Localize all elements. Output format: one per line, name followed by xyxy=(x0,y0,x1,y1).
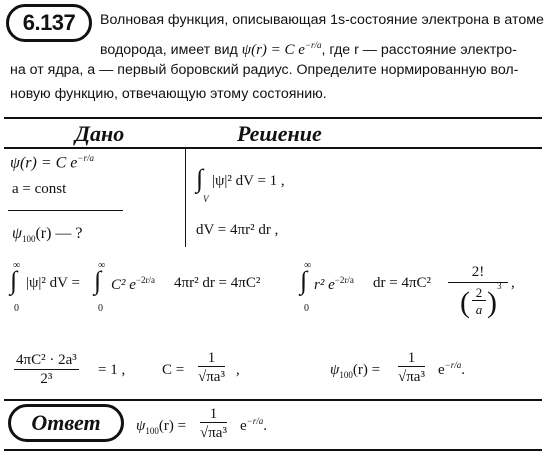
psi-result-lhs: ψ xyxy=(330,362,340,378)
problem-line-2a: водорода, имеет вид xyxy=(100,42,238,58)
psi-result-exp-base: e xyxy=(438,362,445,378)
answer-label: Ответ xyxy=(31,410,101,435)
problem-line-1: Волновая функция, описывающая 1s-состояние электрона в атоме xyxy=(100,12,544,28)
main-equation xyxy=(8,260,543,330)
eq1-frac-den-pow: 3 xyxy=(497,281,502,291)
eq1-b xyxy=(111,275,155,294)
problem-formula-psi: ψ(r) = C e xyxy=(241,42,305,58)
eq1-fraction xyxy=(448,264,508,323)
problem-line-2b: , где r — расстояние электро- xyxy=(321,42,517,58)
answer-bottom-rule xyxy=(4,449,542,451)
given-psi-exp: −r/a xyxy=(77,153,94,163)
psi-result-mid: (r) = xyxy=(352,362,381,378)
c-den: √πa³ xyxy=(198,369,225,385)
c-fraction xyxy=(198,350,225,387)
given-find-psi: ψ xyxy=(12,225,22,242)
given-a-const: a = const xyxy=(12,181,67,197)
problem-formula-exp: −r/a xyxy=(304,40,322,50)
answer-exp: $e^{-r/a}$. xyxy=(240,416,267,434)
answer-psi-mid: (r) = xyxy=(158,418,187,434)
eq1-frac-den-den: a xyxy=(475,302,483,317)
header-top-rule xyxy=(4,117,542,119)
eq1-upper-2: ∞ xyxy=(98,260,106,271)
psi-result-num: 1 xyxy=(398,350,425,367)
norm-equation: |ψ|² dV = 1 , xyxy=(212,173,285,189)
eq1-e: dr = 4πC² xyxy=(373,275,432,291)
given-psi-text: ψ(r) = C e xyxy=(10,154,78,172)
psi-result xyxy=(330,362,380,380)
given-divider xyxy=(185,149,186,247)
answer-den: √πa³ xyxy=(200,425,227,441)
answer-top-rule xyxy=(4,399,542,401)
given-psi xyxy=(10,153,94,172)
answer-exp-base: e xyxy=(240,418,247,434)
psi-result-den: √πa³ xyxy=(398,369,425,385)
eq1-lower-3: 0 xyxy=(304,303,309,314)
given-find-rest: (r) — ? xyxy=(35,225,83,242)
eq1-frac-num: 2! xyxy=(448,264,508,283)
eq1-d-text: r² e xyxy=(314,277,335,293)
eq2-num: 4πC² · 2a³ xyxy=(16,352,77,368)
eq1-a: |ψ|² dV = xyxy=(26,275,80,291)
eq1-c: 4πr² dr = 4πC² xyxy=(174,275,261,291)
norm-lower-limit: V xyxy=(203,194,209,204)
answer-psi: ψ xyxy=(136,418,146,434)
answer-psi-sub: 100 xyxy=(145,426,159,436)
eq1-d xyxy=(314,275,354,294)
problem-number-badge xyxy=(6,4,92,42)
psi-result-exp: $e^{-r/a}$. xyxy=(438,360,465,378)
dv-equation: dV = 4πr² dr , xyxy=(196,222,279,238)
eq1-d-exp: −2r/a xyxy=(334,275,354,285)
given-find xyxy=(12,225,83,244)
c-comma: , xyxy=(236,362,240,378)
eq2-den: 2³ xyxy=(40,371,53,387)
eq1-int-1: ∫ xyxy=(10,266,18,295)
eq1-comma: , xyxy=(511,275,515,291)
answer-num: 1 xyxy=(200,406,227,423)
eq1-lower-2: 0 xyxy=(98,303,103,314)
eq1-int-3: ∫ xyxy=(300,266,308,295)
solution-header: Решение xyxy=(237,121,322,146)
norm-integral-sign: ∫ xyxy=(196,164,204,193)
eq1-upper-3: ∞ xyxy=(304,260,312,271)
eq1-lower-1: 0 xyxy=(14,303,19,314)
c-lhs: C = xyxy=(162,362,185,378)
given-find-rule xyxy=(8,210,123,211)
given-find-sub: 100 xyxy=(21,234,36,245)
c-num: 1 xyxy=(198,350,225,367)
eq1-b-exp: −2r/a xyxy=(135,275,155,285)
problem-line-3: на от ядра, a — первый боровский радиус. Определите нормированную вол- xyxy=(10,62,519,78)
eq2-rhs: = 1 , xyxy=(98,362,126,378)
given-header: Дано xyxy=(75,121,125,146)
psi-result-sub: 100 xyxy=(339,370,353,380)
psi-result-exp-value: −r/a xyxy=(444,360,462,370)
eq1-b-text: C² e xyxy=(111,277,136,293)
eq2-fraction xyxy=(14,352,79,388)
problem-number: 6.137 xyxy=(22,10,76,35)
psi-result-fraction xyxy=(398,350,425,387)
header-bottom-rule xyxy=(4,147,542,149)
eq1-frac-den: ( 2 a ) 3 xyxy=(460,281,502,319)
answer-badge xyxy=(8,404,124,442)
answer-fraction xyxy=(200,406,227,443)
problem-formula xyxy=(242,42,322,58)
answer-lhs xyxy=(136,418,186,436)
problem-line-4: новую функцию, отвечающую этому состоянию. xyxy=(10,86,327,102)
eq1-frac-den-num: 2 xyxy=(472,285,486,301)
answer-exp-value: −r/a xyxy=(246,416,264,426)
eq1-int-2: ∫ xyxy=(94,266,102,295)
eq1-upper-1: ∞ xyxy=(13,260,21,271)
